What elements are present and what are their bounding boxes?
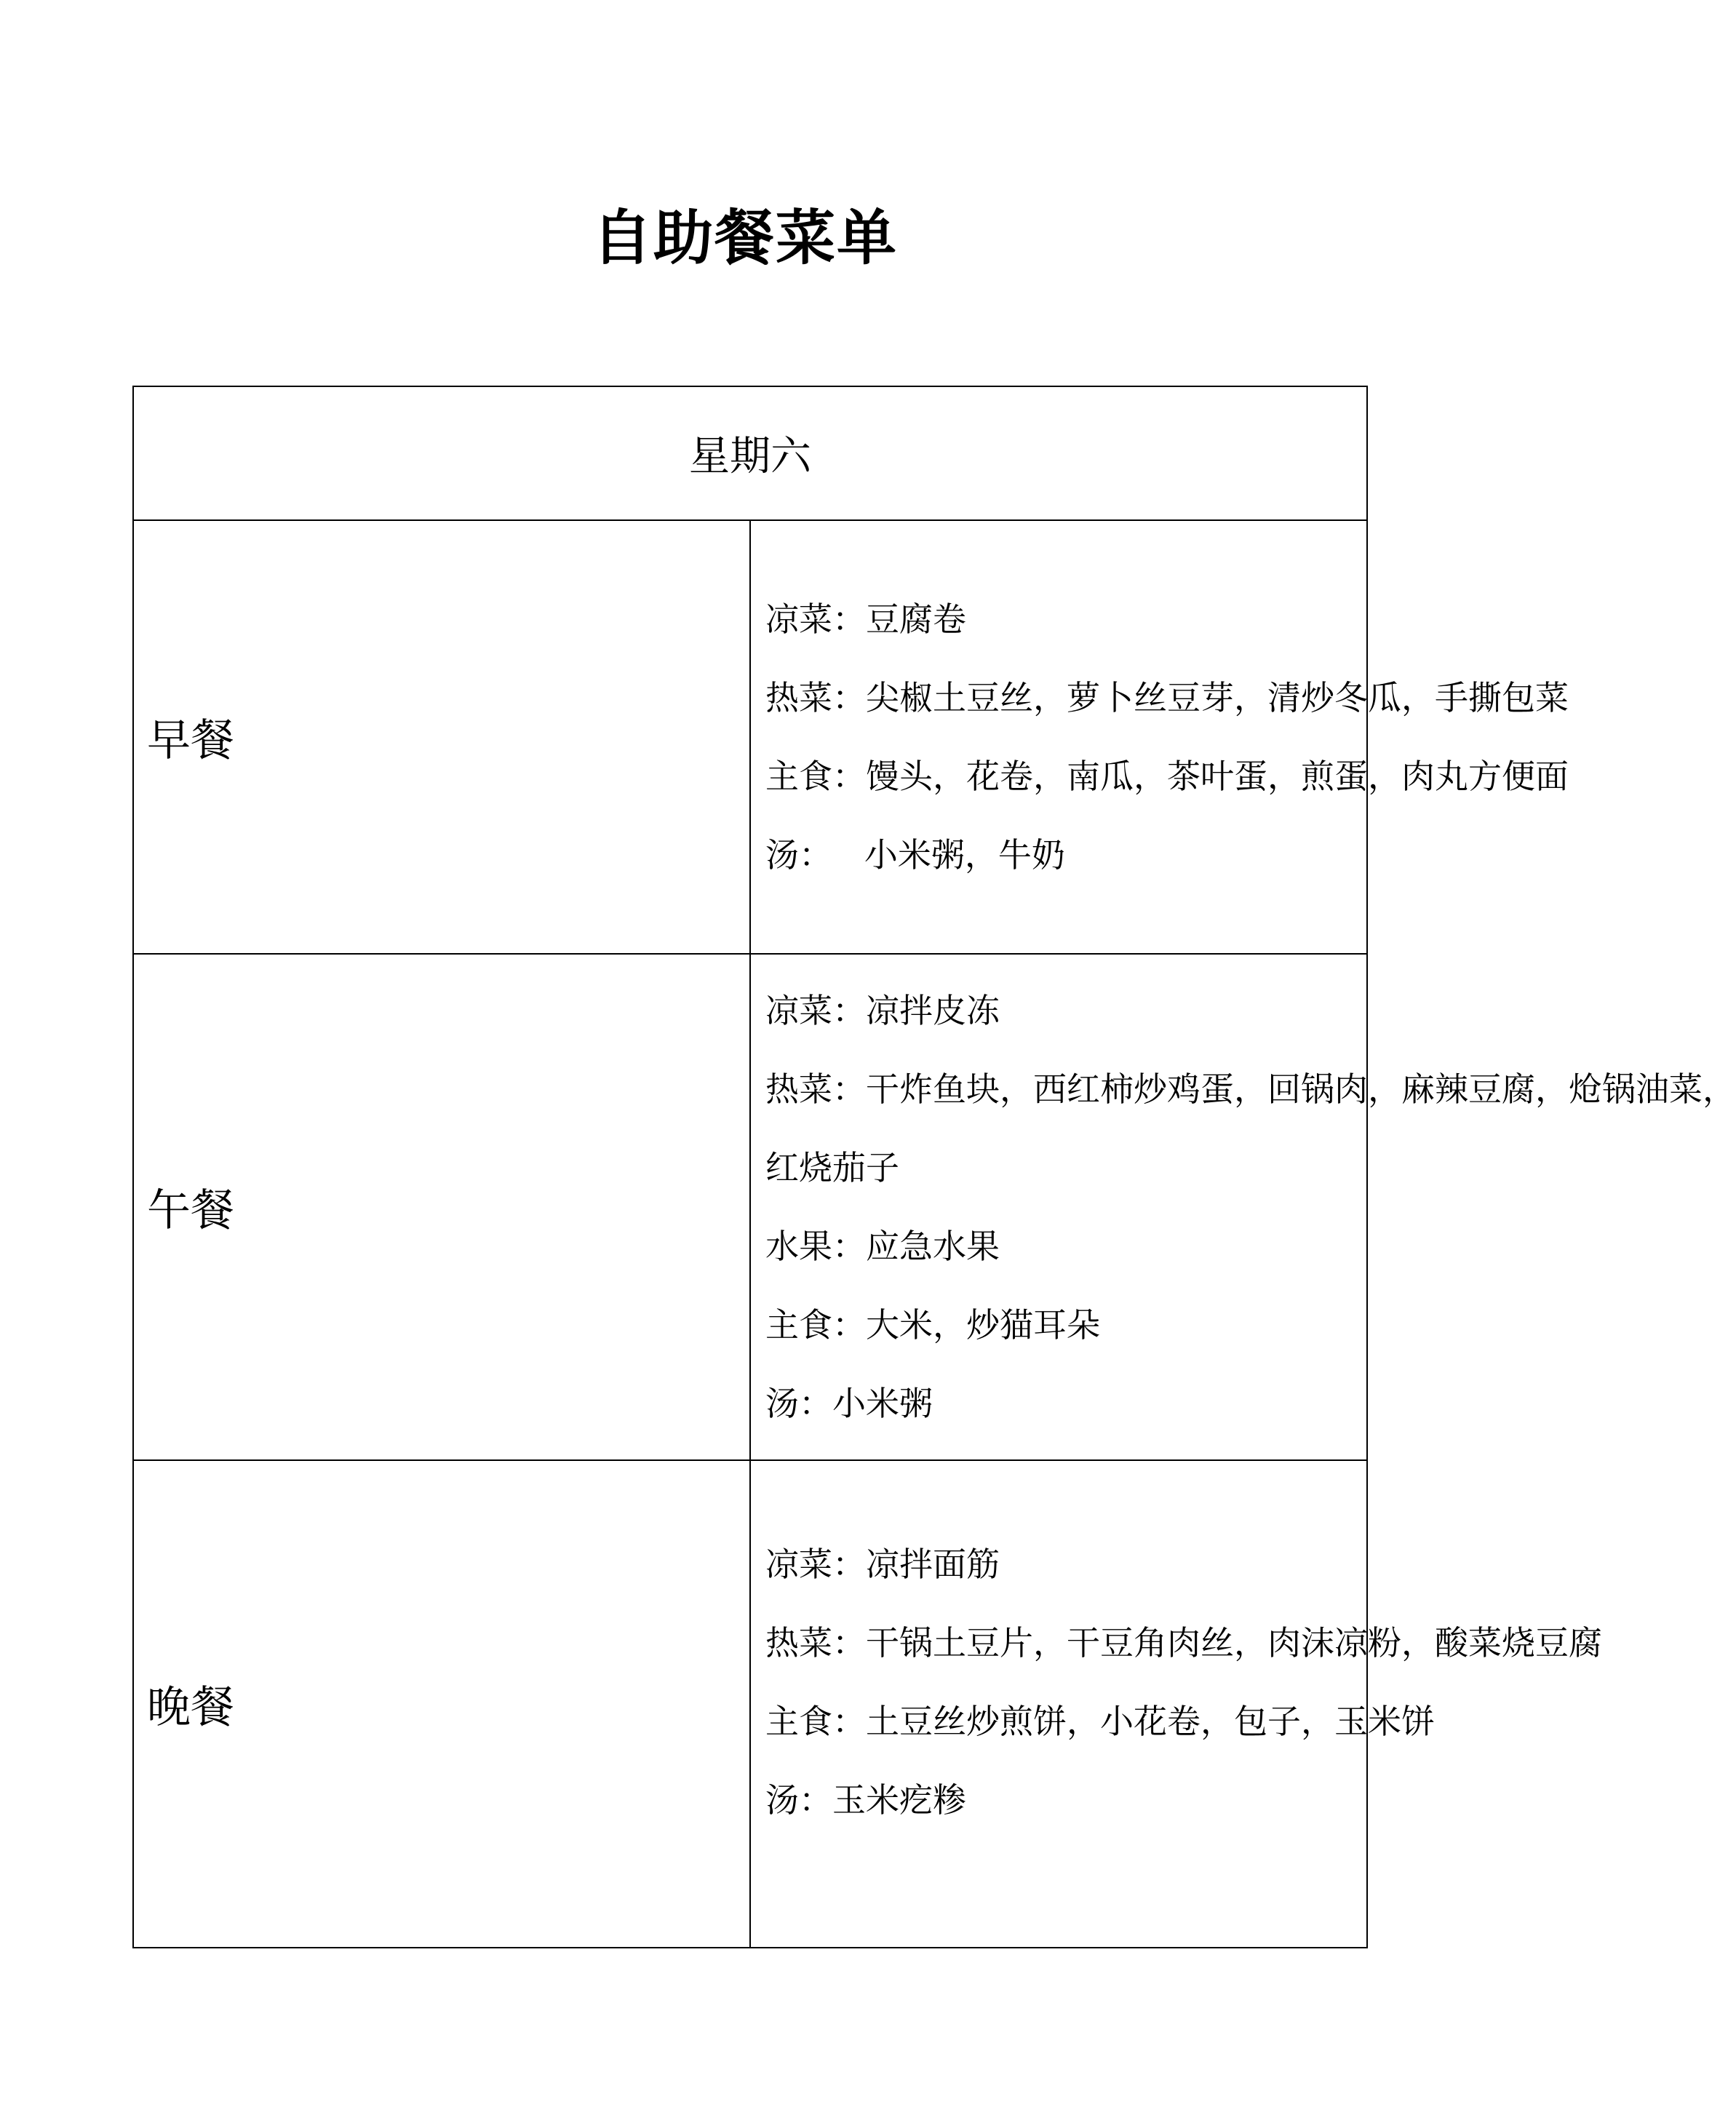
menu-line: 主食：馒头，花卷，南瓜，茶叶蛋，煎蛋，肉丸方便面: [765, 757, 1569, 796]
menu-line: 主食：大米，炒猫耳朵: [765, 1305, 1100, 1345]
menu-line: 汤：玉米疙糁: [765, 1780, 966, 1820]
document-title: 自助餐菜单: [592, 204, 898, 273]
breakfast-label: 早餐: [133, 520, 750, 954]
lunch-row: [133, 954, 1367, 1460]
lunch-label: 午餐: [133, 954, 750, 1460]
menu-line: 热菜：干炸鱼块，西红柿炒鸡蛋，回锅肉，麻辣豆腐，炝锅油菜，: [765, 1070, 1736, 1109]
menu-line: 红烧茄子: [765, 1148, 899, 1187]
menu-line: 汤： 小米粥，牛奶: [765, 835, 1065, 875]
menu-line: 热菜：尖椒土豆丝，萝卜丝豆芽，清炒冬瓜，手撕包菜: [765, 678, 1569, 717]
breakfast-row: [133, 520, 1367, 954]
menu-line: 汤：小米粥: [765, 1384, 933, 1423]
menu-line: 凉菜：豆腐卷: [765, 600, 966, 639]
menu-line: 凉菜：凉拌面筋: [765, 1545, 1000, 1584]
breakfast-items: [750, 520, 1569, 954]
menu-line: 凉菜：凉拌皮冻: [765, 991, 1000, 1030]
dinner-items: [750, 1460, 1602, 1948]
menu-line: 水果：应急水果: [765, 1227, 1000, 1266]
menu-line: 主食：土豆丝炒煎饼，小花卷，包子，玉米饼: [765, 1702, 1435, 1741]
dinner-row: [133, 1460, 1367, 1948]
day-header: 星期六: [133, 386, 1367, 520]
lunch-items: [750, 954, 1736, 1460]
day-row: [133, 386, 1367, 520]
dinner-label: 晚餐: [133, 1460, 750, 1948]
menu-line: 热菜：干锅土豆片，干豆角肉丝，肉沫凉粉，酸菜烧豆腐: [765, 1623, 1602, 1662]
menu-table: [132, 386, 1736, 1948]
